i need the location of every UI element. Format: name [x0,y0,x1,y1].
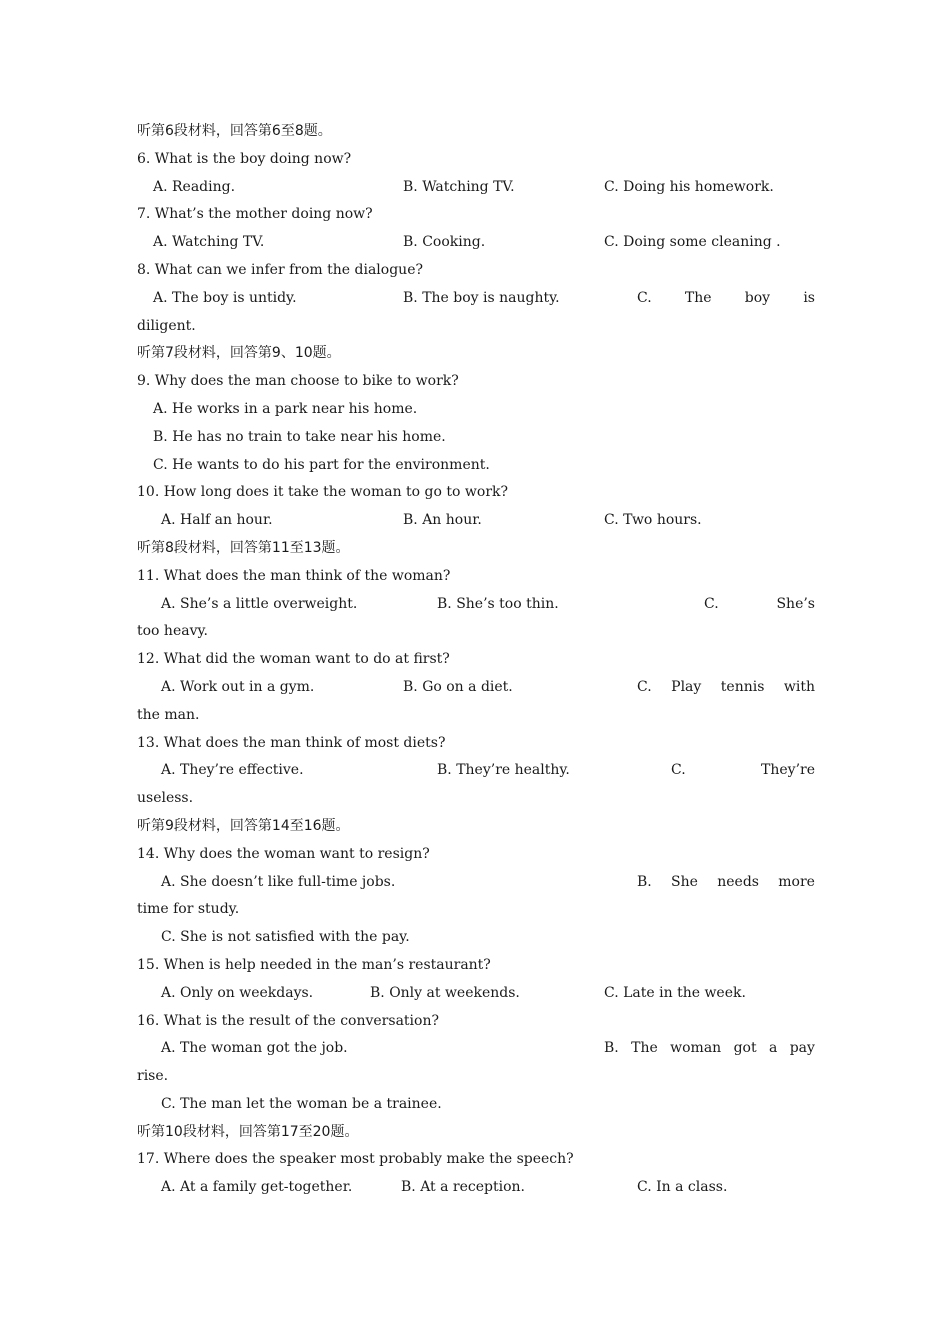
section-heading: 听第7段材料，回答第9、10题。 [137,345,341,362]
option-c-continued: the man. [137,706,200,723]
option-c: C. She’s [704,595,815,612]
option-c: C. He wants to do his part for the environment. [153,456,490,473]
question-12: 12. What did the woman want to do at first? [137,651,450,668]
exam-page [137,118,815,1202]
option-c: C. Play tennis with [637,678,815,695]
option-b: B. Go on a diet. [403,678,513,695]
option-a: A. Work out in a gym. [161,678,315,695]
option-a: A. Watching TV. [153,234,265,251]
option-b: B. Cooking. [403,234,486,251]
option-b: B. She needs more [637,873,815,890]
option-c: C. She is not satisfied with the pay. [161,929,410,946]
question-10: 10. How long does it take the woman to go to work? [137,484,508,501]
option-c: C. Late in the week. [604,984,746,1001]
option-b: B. Only at weekends. [370,984,520,1001]
options-6 [137,174,815,202]
option-a: A. He works in a park near his home. [153,400,418,417]
question-16: 16. What is the result of the conversation? [137,1012,439,1029]
option-b: B. An hour. [403,512,482,529]
question-9: 9. Why does the man choose to bike to work? [137,373,459,390]
options-17 [137,1174,815,1202]
option-b: B. The woman got a pay [604,1040,815,1057]
options-16 [137,1035,815,1063]
option-a: A. The woman got the job. [161,1040,348,1057]
options-10 [137,507,815,535]
question-15: 15. When is help needed in the man’s restaurant? [137,956,491,973]
option-a: A. She doesn’t like full-time jobs. [161,873,396,890]
option-c: C. The boy is [637,289,815,306]
option-c-continued: too heavy. [137,623,208,640]
option-b-continued: rise. [137,1068,169,1085]
section-heading: 听第6段材料，回答第6至8题。 [137,123,332,139]
option-b-continued: time for study. [137,901,240,918]
question-8: 8. What can we infer from the dialogue? [137,261,423,278]
option-c: C. They’re [671,762,815,779]
option-b: B. He has no train to take near his home. [153,428,446,445]
section-heading: 听第9段材料，回答第14至16题。 [137,817,350,834]
option-b: B. They’re healthy. [437,762,570,779]
option-c: C. In a class. [637,1179,728,1196]
option-b: B. Watching TV. [403,178,515,195]
option-c: C. Doing his homework. [604,178,774,195]
option-b: B. At a reception. [401,1179,525,1196]
options-13 [137,757,815,785]
option-a: A. She’s a little overweight. [161,595,358,612]
options-8 [137,285,815,313]
options-7 [137,229,815,257]
question-11: 11. What does the man think of the woman? [137,567,451,584]
question-6: 6. What is the boy doing now? [137,150,352,167]
question-14: 14. Why does the woman want to resign? [137,845,430,862]
option-c: C. Doing some cleaning . [604,234,781,251]
option-b: B. She’s too thin. [437,595,559,612]
option-c-continued: diligent. [137,317,196,334]
option-c: C. Two hours. [604,512,702,529]
section-heading: 听第10段材料，回答第17至20题。 [137,1123,359,1140]
option-a: A. Half an hour. [161,512,273,529]
option-a: A. At a family get-together. [161,1179,353,1196]
option-a: A. Only on weekdays. [161,984,314,1001]
options-14 [137,869,815,897]
option-a: A. They’re effective. [161,762,304,779]
question-13: 13. What does the man think of most diets? [137,734,446,751]
option-a: A. The boy is untidy. [153,289,297,306]
option-c-continued: useless. [137,790,194,807]
question-7: 7. What’s the mother doing now? [137,206,373,223]
option-c: C. The man let the woman be a trainee. [161,1095,442,1112]
options-11 [137,591,815,619]
question-17: 17. Where does the speaker most probably make the speech? [137,1151,574,1168]
options-12 [137,674,815,702]
section-heading: 听第8段材料，回答第11至13题。 [137,539,350,556]
option-b: B. The boy is naughty. [403,289,560,306]
options-15 [137,980,815,1008]
option-a: A. Reading. [153,178,236,195]
